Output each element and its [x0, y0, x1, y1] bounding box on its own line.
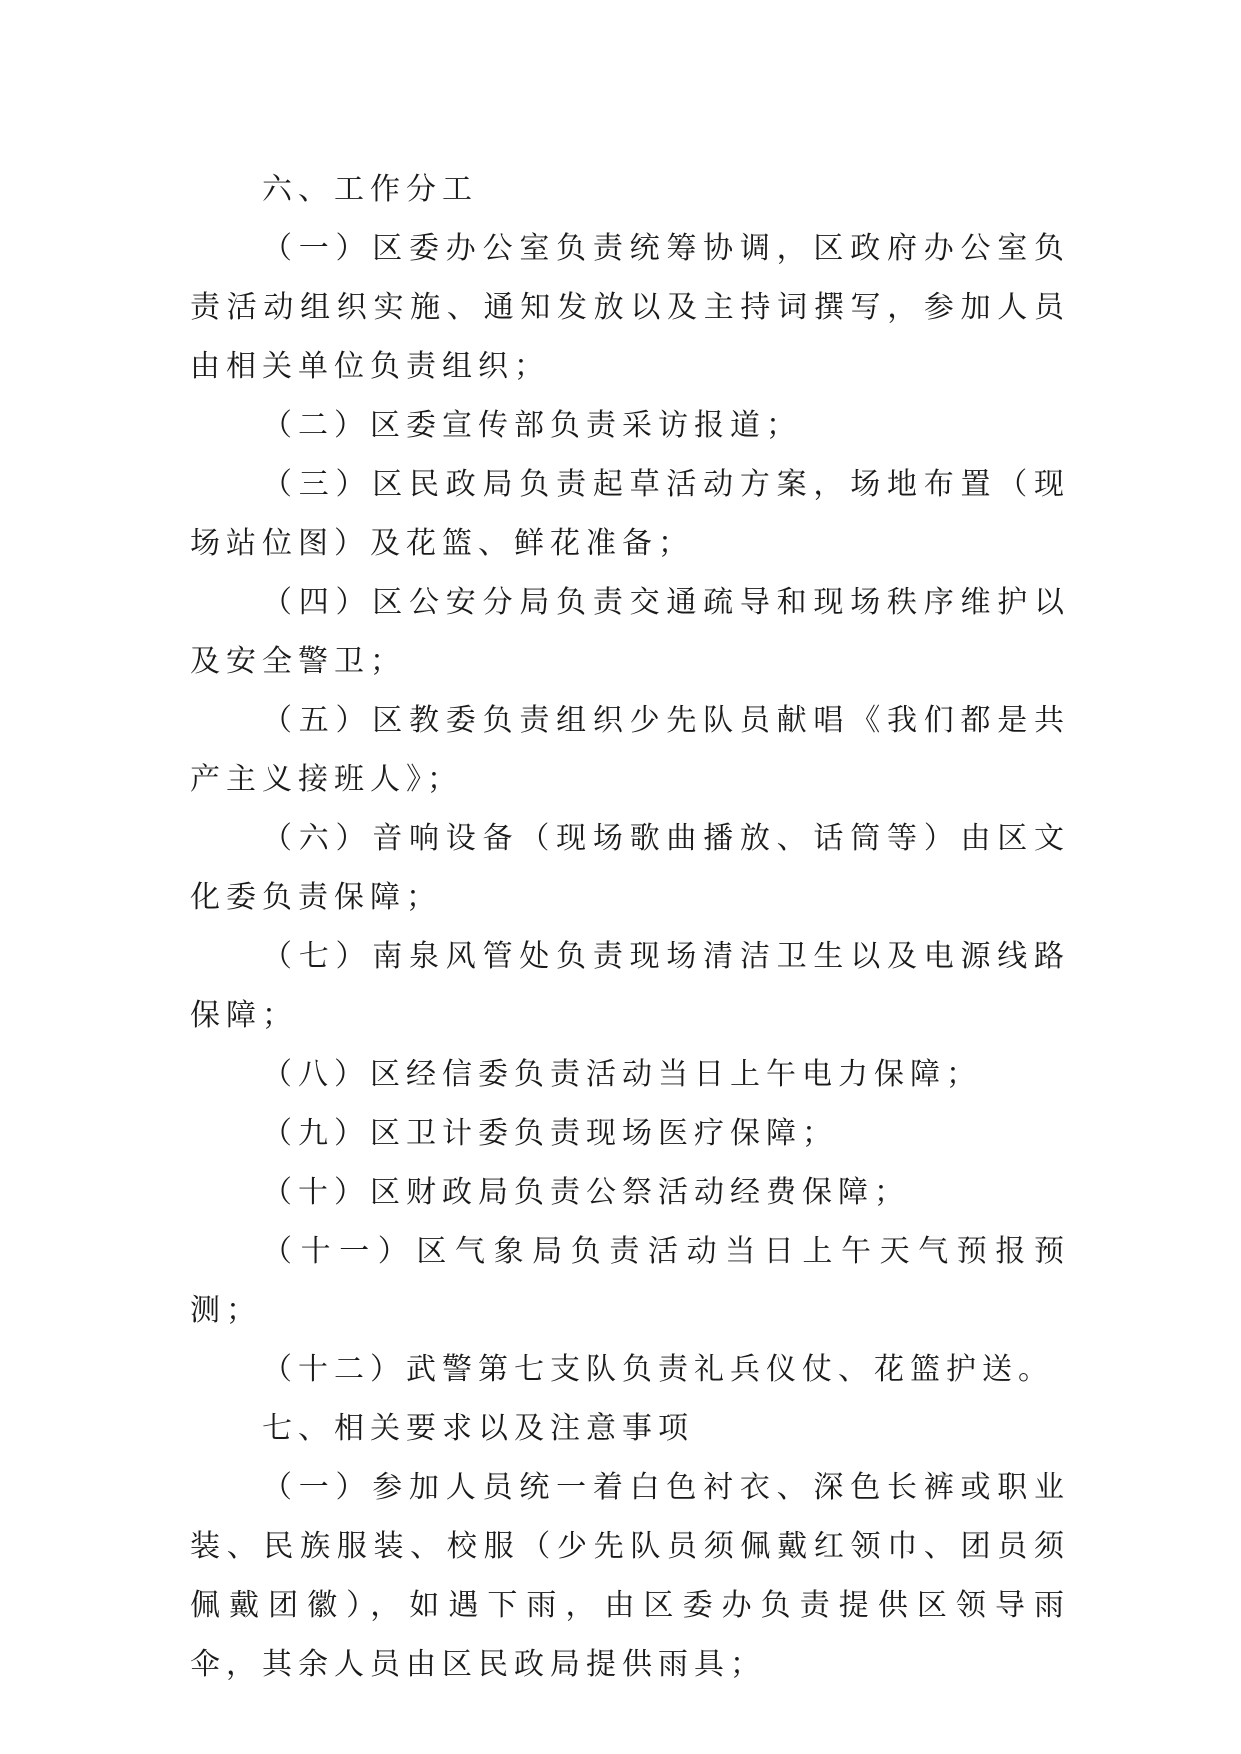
section-heading-work-division: 六、工作分工 — [262, 172, 478, 207]
list-item: （八）区经信委负责活动当日上午电力保障； — [262, 1057, 982, 1092]
section-heading-requirements: 七、相关要求以及注意事项 — [262, 1411, 694, 1446]
list-item: （七）南泉风管处负责现场清洁卫生以及电源线路保障； — [190, 939, 1070, 1033]
list-item: （四）区公安分局负责交通疏导和现场秩序维护以及安全警卫； — [190, 585, 1070, 679]
list-item: （九）区卫计委负责现场医疗保障； — [262, 1116, 838, 1151]
list-item: （十二）武警第七支队负责礼兵仪仗、花篮护送。 — [262, 1352, 1054, 1387]
list-item: （三）区民政局负责起草活动方案，场地布置（现场站位图）及花篮、鲜花准备； — [190, 467, 1070, 561]
list-item: （二）区委宣传部负责采访报道； — [262, 408, 802, 443]
list-item: （一）参加人员统一着白色衬衣、深色长裤或职业装、民族服装、校服（少先队员须佩戴红领巾、团员须佩戴团徽），如遇下雨，由区委办负责提供区领导雨伞，其余人员由区民政局提供雨具； — [190, 1470, 1070, 1682]
list-item: （一）区委办公室负责统筹协调，区政府办公室负责活动组织实施、通知发放以及主持词撰写，参加人员由相关单位负责组织； — [190, 231, 1070, 384]
list-item: （五）区教委负责组织少先队员献唱《我们都是共产主义接班人》； — [190, 703, 1070, 797]
document-body — [190, 160, 1070, 1694]
list-item: （十一）区气象局负责活动当日上午天气预报预测； — [190, 1234, 1070, 1328]
list-item: （十）区财政局负责公祭活动经费保障； — [262, 1175, 910, 1210]
list-item: （六）音响设备（现场歌曲播放、话筒等）由区文化委负责保障； — [190, 821, 1070, 915]
